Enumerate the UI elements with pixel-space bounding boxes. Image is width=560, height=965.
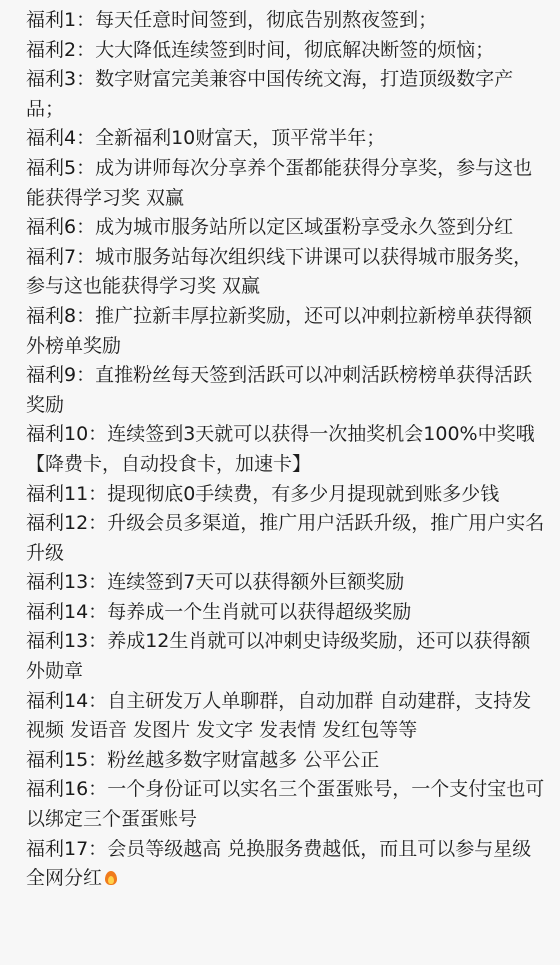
benefit-text: 每养成一个生肖就可以获得超级奖励: [107, 600, 412, 623]
benefit-label: 福利12：: [26, 512, 108, 535]
benefit-text: 粉丝越多数字财富越多 公平公正: [107, 748, 380, 771]
benefit-item-13: [26, 568, 548, 598]
benefit-text: 数字财富完美兼容中国传统文海，打造顶级数字产品；: [26, 68, 514, 120]
benefit-item-2: [26, 36, 548, 66]
benefit-label: 福利3：: [26, 68, 96, 91]
benefit-label: 福利10：: [26, 423, 108, 446]
benefit-label: 福利14：: [26, 600, 108, 623]
benefit-label: 福利14：: [26, 689, 108, 712]
benefit-item-1: [26, 6, 548, 36]
benefit-item-17: [26, 746, 548, 776]
benefit-text: 全新福利10财富天，顶平常半年；: [95, 127, 386, 150]
benefit-text: 大大降低连续签到时间，彻底解决断签的烦恼；: [95, 38, 495, 61]
benefit-text: 自主研发万人单聊群，自动加群 自动建群，支持发视频 发语音 发图片 发文字 发表情 发红包等等: [26, 689, 532, 742]
benefit-label: 福利2：: [26, 38, 96, 61]
benefit-text: 升级会员多渠道，推广用户活跃升级，推广用户实名升级: [26, 512, 545, 564]
benefit-label: 福利13：: [26, 630, 108, 653]
benefit-text: 城市服务站每次组织线下讲课可以获得城市服务奖，参与这也能获得学习奖 双赢: [26, 245, 533, 298]
benefit-label: 福利17：: [26, 837, 108, 860]
benefit-label: 福利5：: [26, 156, 96, 179]
benefit-label: 福利16：: [26, 778, 108, 801]
benefit-text: 连续签到7天可以获得额外巨额奖励: [107, 571, 405, 594]
benefit-label: 福利6：: [26, 216, 96, 239]
benefit-item-7: [26, 243, 548, 302]
benefit-item-4: [26, 124, 548, 154]
benefit-text: 推广拉新丰厚拉新奖励，还可以冲刺拉新榜单获得额外榜单奖励: [26, 304, 533, 357]
benefit-text: 成为讲师每次分享养个蛋都能获得分享奖，参与这也能获得学习奖 双赢: [26, 156, 533, 209]
benefit-item-6: [26, 213, 548, 243]
benefit-item-3: [26, 65, 548, 124]
benefit-text: 养成12生肖就可以冲刺史诗级奖励，还可以获得额外勋章: [26, 630, 531, 683]
benefit-text: 会员等级越高 兑换服务费越低，而且可以参与星级全网分红: [26, 837, 532, 890]
benefit-item-11: [26, 480, 548, 510]
benefit-item-12: [26, 509, 548, 568]
benefit-label: 福利4：: [26, 127, 96, 150]
benefit-label: 福利7：: [26, 245, 96, 268]
benefit-label: 福利13：: [26, 571, 108, 594]
benefit-item-5: [26, 154, 548, 213]
benefit-text: 成为城市服务站所以定区域蛋粉享受永久签到分红: [95, 216, 514, 239]
benefit-label: 福利11：: [26, 482, 108, 505]
benefit-label: 福利1：: [26, 9, 96, 31]
benefit-text: 每天任意时间签到，彻底告别熬夜签到；: [95, 9, 438, 31]
benefit-text: 一个身份证可以实名三个蛋蛋账号，一个支付宝也可以绑定三个蛋蛋账号: [26, 778, 545, 831]
benefit-label: 福利9：: [26, 364, 96, 387]
fire-icon: [104, 868, 118, 886]
benefit-item-18: [26, 775, 548, 834]
benefit-label: 福利15：: [26, 748, 108, 771]
benefit-item-15: [26, 627, 548, 686]
benefit-item-9: [26, 361, 548, 420]
benefit-item-16: [26, 687, 548, 746]
benefit-label: 福利8：: [26, 304, 96, 327]
benefit-text: 直推粉丝每天签到活跃可以冲刺活跃榜榜单获得活跃奖励: [26, 364, 533, 416]
benefit-item-19: [26, 835, 548, 894]
benefit-item-10: [26, 420, 548, 479]
benefit-item-8: [26, 302, 548, 361]
benefit-item-14: [26, 598, 548, 628]
benefit-text: 连续签到3天就可以获得一次抽奖机会100%中奖哦【降费卡，自动投食卡，加速卡】: [26, 423, 535, 475]
benefit-text: 提现彻底0手续费，有多少月提现就到账多少钱: [107, 482, 500, 505]
